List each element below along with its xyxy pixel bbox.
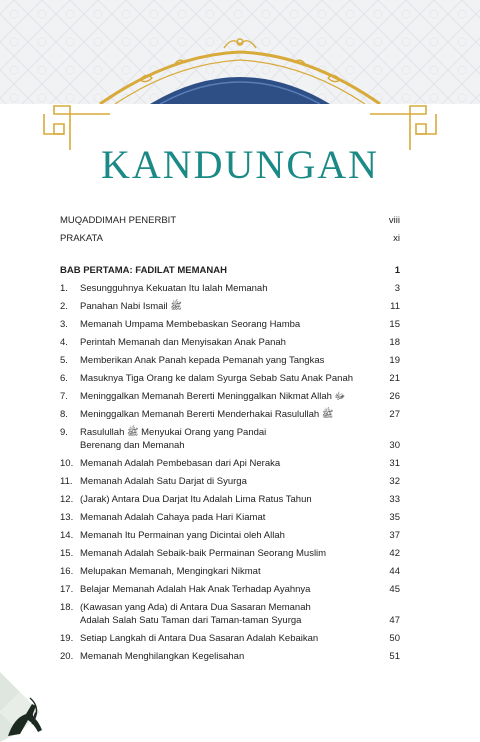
- toc-entry: [60, 426, 400, 452]
- entry-number: 16.: [60, 566, 74, 577]
- entry-number: 3.: [60, 319, 68, 330]
- entry-page-number: 45: [389, 584, 400, 595]
- front-matter-item: [60, 214, 400, 227]
- entry-page-number: 3: [394, 283, 400, 294]
- entry-number: 1.: [60, 283, 68, 294]
- entry-number: 8.: [60, 409, 68, 420]
- entry-number: 12.: [60, 494, 74, 505]
- entry-title: Memanah Adalah Sebaik-baik Permainan Seorang Muslim: [80, 548, 327, 559]
- entry-title: Belajar Memanah Adalah Hak Anak Terhadap Ayahnya: [80, 584, 311, 595]
- entry-page-number: 51: [389, 651, 400, 662]
- entry-page-number: 44: [389, 566, 400, 577]
- entry-number: 18.: [60, 602, 74, 613]
- entry-title: Perintah Memanah dan Menyisakan Anak Panah: [80, 337, 286, 348]
- entry-page-number: 30: [389, 440, 400, 451]
- entry-number: 5.: [60, 355, 68, 366]
- entry-number: 17.: [60, 584, 74, 595]
- entry-page-number: 11: [390, 301, 400, 312]
- entry-page-number: 50: [389, 633, 400, 644]
- entry-page-number: 27: [389, 409, 400, 420]
- entry-page-number: viii: [388, 215, 400, 226]
- entry-title: Memanah Menghilangkan Kegelisahan: [80, 651, 245, 662]
- page-folio: iv: [28, 710, 37, 721]
- toc-entry: [60, 547, 400, 560]
- entry-number: 7.: [60, 391, 68, 402]
- title-area: [0, 104, 480, 216]
- toc-entry: [60, 372, 400, 385]
- toc-entry: [60, 390, 400, 403]
- entry-page-number: 21: [389, 373, 400, 384]
- entry-title: Sesungguhnya Kekuatan Itu Ialah Memanah: [80, 283, 268, 294]
- entry-page-number: 15: [389, 319, 400, 330]
- header-ornament-band: [0, 0, 480, 104]
- entry-number: 10.: [60, 458, 74, 469]
- entry-page-number: 26: [389, 391, 400, 402]
- entry-title: Melupakan Memanah, Mengingkari Nikmat: [80, 566, 261, 577]
- toc-entry: [60, 601, 400, 627]
- entry-title: Setiap Langkah di Antara Dua Sasaran Adalah Kebaikan: [80, 633, 319, 644]
- entry-number: 20.: [60, 651, 74, 662]
- entry-page-number: 31: [389, 458, 400, 469]
- entry-number: 11.: [60, 476, 73, 487]
- toc-entry: [60, 457, 400, 470]
- entry-number: 9.: [60, 427, 68, 438]
- entry-number: 6.: [60, 373, 68, 384]
- entry-title: Memanah Adalah Pembebasan dari Api Neraka: [80, 458, 281, 469]
- entry-number: 4.: [60, 337, 68, 348]
- entry-title: Meninggalkan Memanah Bererti Meninggalkan Nikmat Allah ﷻ: [80, 391, 346, 402]
- entry-page-number: xi: [393, 233, 400, 244]
- entry-page-number: 32: [389, 476, 400, 487]
- entry-title: Panahan Nabi Ismail ﷺ: [80, 301, 182, 312]
- entry-title: Adalah Salah Satu Taman dari Taman-taman Syurga: [80, 615, 302, 626]
- entry-title: MUQADDIMAH PENERBIT: [60, 215, 177, 226]
- entry-number: 15.: [60, 548, 74, 559]
- page-title: KANDUNGAN: [101, 142, 379, 187]
- entry-title: Rasulullah ﷺ Menyukai Orang yang Pandai: [80, 427, 267, 438]
- entry-number: 2.: [60, 301, 68, 312]
- toc-entry: [60, 583, 400, 596]
- archer-silhouette-icon: [0, 672, 60, 742]
- entry-title: Masuknya Tiga Orang ke dalam Syurga Sebab Satu Anak Panah: [80, 373, 354, 384]
- toc-entry: [60, 300, 400, 313]
- entry-title: Berenang dan Memanah: [80, 440, 185, 451]
- toc-entry: [60, 565, 400, 578]
- entry-number: 13.: [60, 512, 74, 523]
- entry-title: Memanah Umpama Membebaskan Seorang Hamba: [80, 319, 301, 330]
- entry-page-number: 47: [389, 615, 400, 626]
- entry-page-number: 19: [389, 355, 400, 366]
- geometric-pattern-background: [0, 0, 480, 104]
- entry-page-number: 1: [394, 265, 400, 276]
- entry-title: Memanah Adalah Cahaya pada Hari Kiamat: [80, 512, 266, 523]
- toc-entry: [60, 475, 400, 488]
- entry-page-number: 35: [389, 512, 400, 523]
- toc-entry: [60, 318, 400, 331]
- entry-page-number: 18: [389, 337, 400, 348]
- toc-entry: [60, 632, 400, 645]
- entry-title: BAB PERTAMA: FADILAT MEMANAH: [60, 265, 227, 276]
- entry-page-number: 42: [389, 548, 400, 559]
- entry-number: 14.: [60, 530, 74, 541]
- entry-title: Memanah Itu Permainan yang Dicintai oleh Allah: [80, 530, 285, 541]
- chapter-heading: [60, 264, 400, 277]
- entry-page-number: 37: [389, 530, 400, 541]
- entry-title: Meninggalkan Memanah Bererti Menderhakai Rasulullah ﷺ: [80, 409, 334, 420]
- toc-entry: [60, 408, 400, 421]
- toc-entry: [60, 282, 400, 295]
- toc-entry: [60, 650, 400, 663]
- entry-number: 19.: [60, 633, 74, 644]
- entry-title: (Kawasan yang Ada) di Antara Dua Sasaran Memanah: [80, 602, 311, 613]
- toc-entry: [60, 511, 400, 524]
- toc-entry: [60, 529, 400, 542]
- entry-title: Memberikan Anak Panah kepada Pemanah yang Tangkas: [80, 355, 325, 366]
- front-matter-item: [60, 232, 400, 245]
- entry-title: Memanah Adalah Satu Darjat di Syurga: [80, 476, 247, 487]
- entry-title: PRAKATA: [60, 233, 103, 244]
- toc-entry: [60, 493, 400, 506]
- toc-entry: [60, 354, 400, 367]
- entry-title: (Jarak) Antara Dua Darjat Itu Adalah Lima Ratus Tahun: [80, 494, 312, 505]
- toc-entry: [60, 336, 400, 349]
- entry-page-number: 33: [389, 494, 400, 505]
